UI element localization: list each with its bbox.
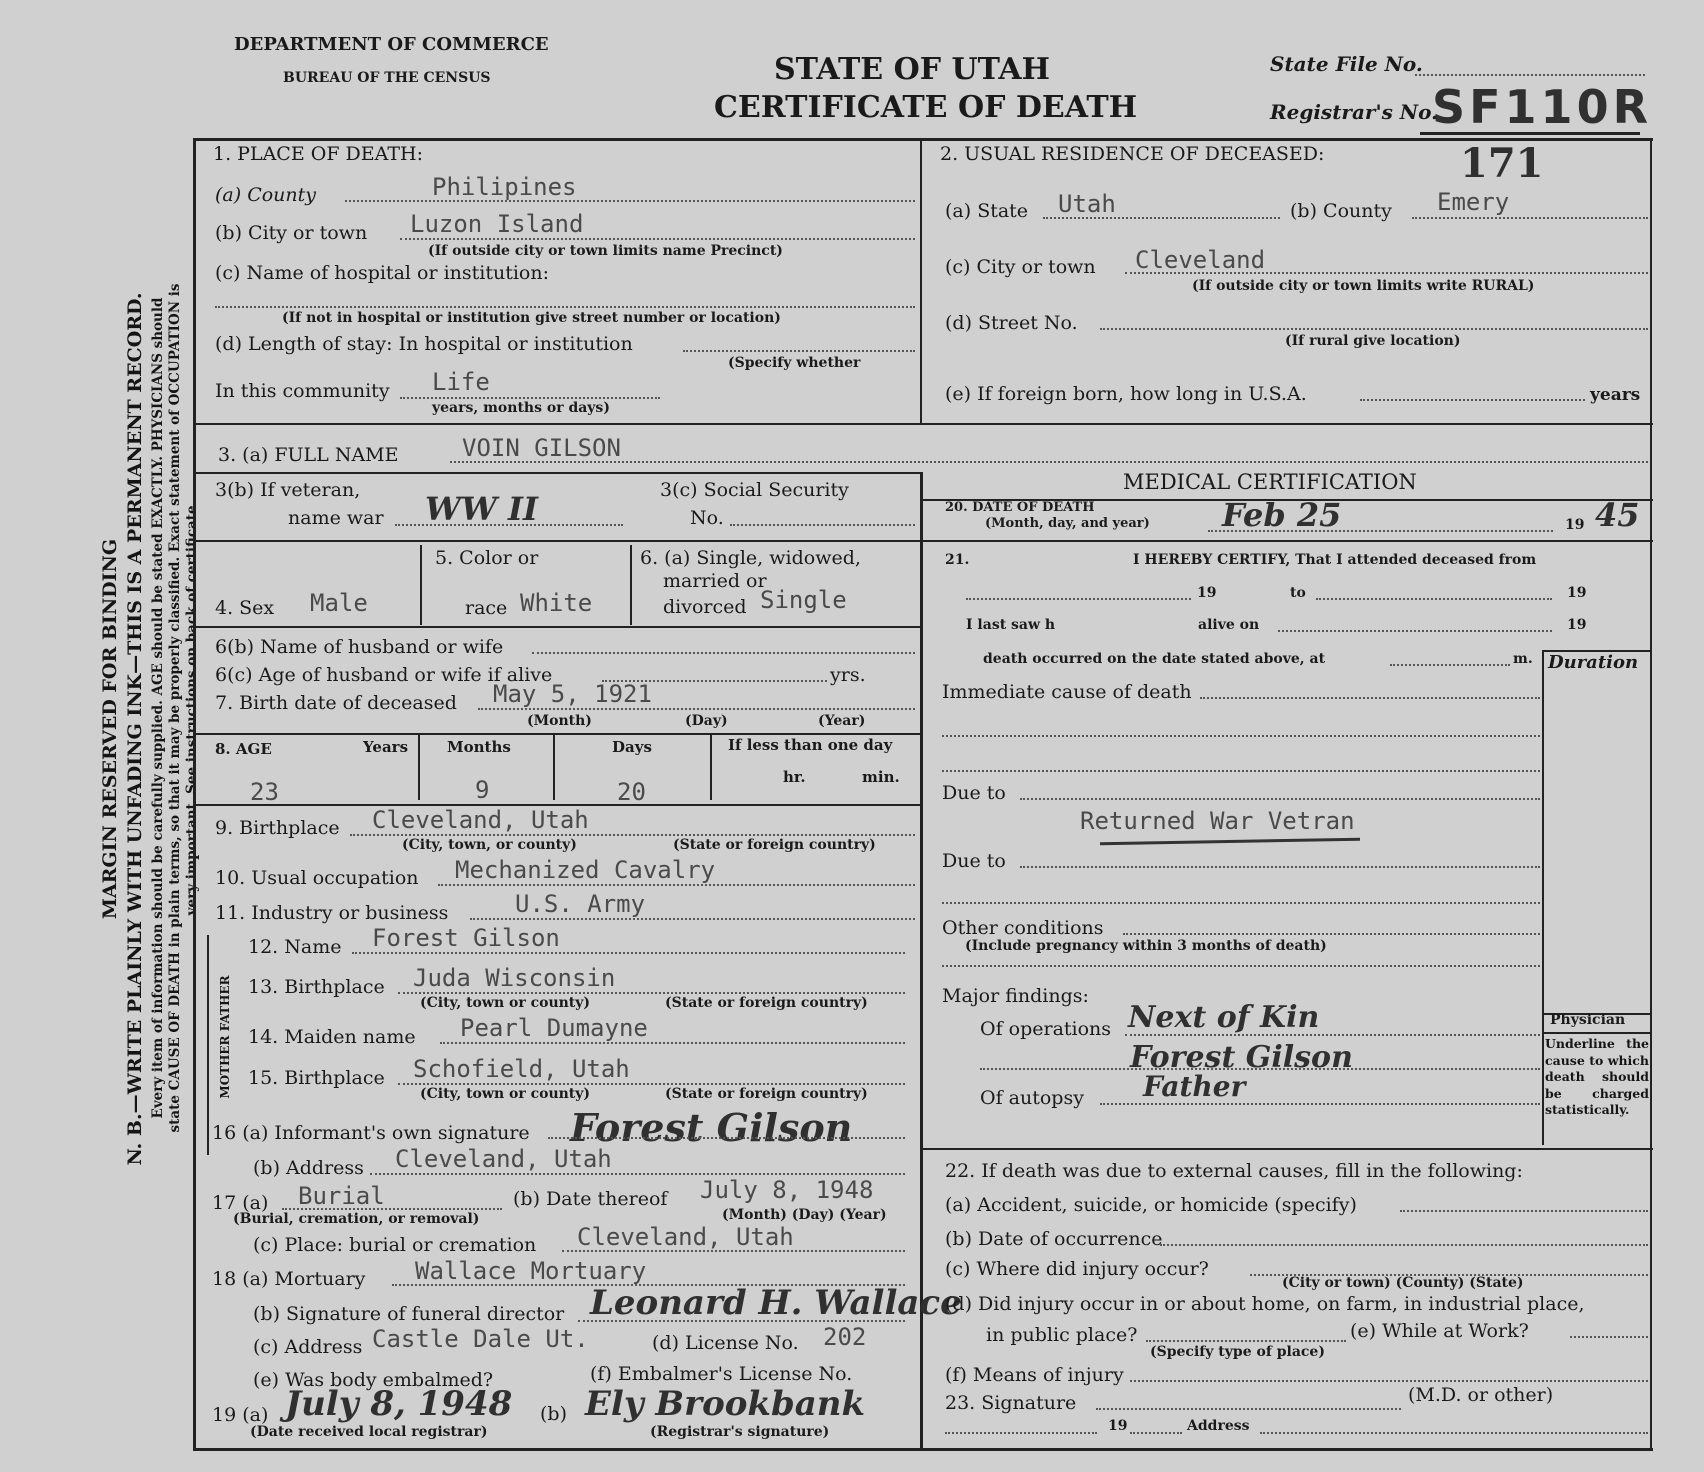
- director-label: (b) Signature of funeral director: [253, 1303, 565, 1325]
- date-thereof-label: (b) Date thereof: [513, 1188, 668, 1210]
- min-label: min.: [862, 768, 900, 786]
- m-label: m.: [1513, 651, 1533, 667]
- city-label: (b) City or town: [215, 222, 368, 244]
- hr-label: hr.: [783, 768, 806, 786]
- certify-number: 21.: [945, 552, 970, 568]
- age-years-label: Years: [363, 738, 409, 756]
- date-of-death-label: 20. DATE OF DEATH: [945, 500, 1095, 515]
- specify-note: (Specify whether: [728, 355, 861, 371]
- burial-date-note: (Month) (Day) (Year): [722, 1207, 887, 1223]
- foreign-born-label: (e) If foreign born, how long in U.S.A.: [945, 383, 1307, 405]
- last-saw-label: I last saw h: [966, 617, 1056, 633]
- department-label: DEPARTMENT OF COMMERCE: [234, 34, 549, 55]
- county-label: (a) County: [215, 184, 317, 206]
- registrar-number: SF110R: [1432, 80, 1652, 134]
- war-value: WW II: [425, 490, 538, 528]
- autopsy-label: Of autopsy: [980, 1087, 1084, 1109]
- street-label: (d) Street No.: [945, 312, 1078, 334]
- burial-date-value: July 8, 1948: [700, 1176, 874, 1204]
- other-conditions-label: Other conditions: [942, 917, 1104, 939]
- residence-heading: 2. USUAL RESIDENCE OF DECEASED:: [940, 143, 1325, 165]
- to-label: to: [1290, 585, 1306, 601]
- external-causes-label: 22. If death was due to external causes, fill in the following:: [945, 1160, 1523, 1182]
- place-city-value: Luzon Island: [410, 210, 584, 238]
- father-state-note: (State or foreign country): [665, 995, 868, 1011]
- frame-bottom: [193, 1448, 1653, 1451]
- mother-state-note: (State or foreign country): [665, 1086, 868, 1102]
- birthplace-state-note: (State or foreign country): [673, 837, 876, 853]
- registrar-sig-note: (Registrar's signature): [650, 1424, 830, 1440]
- years-label: years: [1590, 385, 1641, 405]
- place-county-value: Philipines: [432, 173, 577, 201]
- due-to-label-2: Due to: [942, 850, 1006, 872]
- residence-city-value: Cleveland: [1135, 246, 1266, 274]
- community-note: years, months or days): [432, 400, 610, 416]
- residence-county-label: (b) County: [1290, 200, 1392, 222]
- frame-top: [193, 138, 1653, 141]
- date-of-death-note: (Month, day, and year): [985, 516, 1150, 531]
- sex-value: Male: [310, 589, 368, 617]
- name-war-label: name war: [288, 507, 384, 529]
- age-days-value: 20: [617, 778, 646, 806]
- embalmed-label: (e) Was body embalmed?: [253, 1369, 494, 1391]
- mortuary-label: 18 (a) Mortuary: [212, 1268, 366, 1290]
- death-year-prefix: 19: [1565, 517, 1585, 533]
- top-divider: [920, 138, 922, 423]
- birthplace-value: Cleveland, Utah: [372, 806, 589, 834]
- place-of-death-heading: 1. PLACE OF DEATH:: [213, 143, 423, 165]
- operations-value-2: Forest Gilson: [1130, 1040, 1353, 1075]
- mother-maiden-value: Pearl Dumayne: [460, 1014, 648, 1042]
- informant-address-label: (b) Address: [253, 1157, 364, 1179]
- residence-state-label: (a) State: [945, 200, 1029, 222]
- informant-signature: Forest Gilson: [570, 1105, 853, 1150]
- place-type-note: (Specify type of place): [1150, 1344, 1325, 1360]
- other-conditions-note: (Include pregnancy within 3 months of death): [965, 938, 1327, 954]
- bureau-label: BUREAU OF THE CENSUS: [283, 70, 491, 86]
- burial-value: Burial: [298, 1182, 385, 1210]
- embalmer-license-label: (f) Embalmer's License No.: [590, 1363, 853, 1385]
- spouse-age-label: 6(c) Age of husband or wife if alive: [215, 664, 553, 686]
- residence-state-value: Utah: [1058, 190, 1116, 218]
- margin-nb-label: N. B.—WRITE PLAINLY WITH UNFADING INK—THIS IS A PERMANENT RECORD.: [124, 292, 146, 1166]
- residence-city-label: (c) City or town: [945, 256, 1096, 278]
- occupation-value: Mechanized Cavalry: [455, 856, 716, 884]
- medical-heading: MEDICAL CERTIFICATION: [1123, 470, 1417, 494]
- age-months-label: Months: [447, 738, 511, 756]
- ssn-label: 3(c) Social Security: [660, 479, 849, 501]
- certify-text: I HEREBY CERTIFY, That I attended deceased from: [1133, 552, 1537, 568]
- divorced-label: divorced: [663, 596, 747, 618]
- to-year-label: 19: [1567, 585, 1587, 601]
- mother-birthplace-value: Schofield, Utah: [413, 1055, 630, 1083]
- margin-instructions-2: state CAUSE OF DEATH in plain terms, so that it may be properly classified. Exact statement of OCCUPATION is: [167, 283, 183, 1133]
- father-city-note: (City, town or county): [420, 995, 591, 1011]
- autopsy-value: Father: [1143, 1070, 1246, 1103]
- informant-label: 16 (a) Informant's own signature: [212, 1122, 530, 1144]
- md-or-other-label: (M.D. or other): [1408, 1384, 1554, 1406]
- while-at-work-label: (e) While at Work?: [1350, 1320, 1529, 1342]
- alive-year-label: 19: [1567, 617, 1587, 633]
- duration-label: Duration: [1548, 652, 1639, 673]
- mortuary-value: Wallace Mortuary: [415, 1257, 647, 1285]
- mother-city-note: (City, town or county): [420, 1086, 591, 1102]
- registrar-no-label: Registrar's No.: [1270, 100, 1439, 124]
- yrs-label: yrs.: [830, 664, 866, 686]
- less-than-day-label: If less than one day: [728, 736, 893, 754]
- hospital-label: (c) Name of hospital or institution:: [215, 262, 550, 284]
- margin-instructions-3: very important. See instructions on back of certificate.: [184, 500, 200, 916]
- parents-side-label: MOTHER FATHER: [218, 975, 232, 1099]
- occurrence-label: (b) Date of occurrence: [945, 1228, 1163, 1250]
- occupation-label: 10. Usual occupation: [215, 867, 419, 889]
- registrar-extra-mark: 171: [1460, 140, 1544, 187]
- age-years-value: 23: [250, 778, 279, 806]
- father-name-label: 12. Name: [248, 936, 342, 958]
- birth-day-note: (Day): [685, 713, 728, 729]
- license-label: (d) License No.: [652, 1332, 799, 1354]
- received-label: 19 (a): [212, 1404, 269, 1426]
- due-to-label-1: Due to: [942, 782, 1006, 804]
- marital-label: 6. (a) Single, widowed,: [640, 547, 861, 569]
- accident-label: (a) Accident, suicide, or homicide (specify): [945, 1194, 1357, 1216]
- marital-value: Single: [760, 586, 847, 614]
- license-value: 202: [823, 1323, 867, 1351]
- birthplace-city-note: (City, town, or county): [402, 837, 577, 853]
- informant-address-value: Cleveland, Utah: [395, 1145, 612, 1173]
- director-signature: Leonard H. Wallace: [590, 1283, 962, 1323]
- full-name-value: VOIN GILSON: [462, 434, 621, 462]
- hospital-note: (If not in hospital or institution give street number or location): [282, 310, 781, 326]
- means-of-injury-label: (f) Means of injury: [945, 1364, 1124, 1386]
- death-year-value: 45: [1595, 496, 1640, 534]
- father-birthplace-label: 13. Birthplace: [248, 976, 385, 998]
- operations-label: Of operations: [980, 1018, 1112, 1040]
- sex-label: 4. Sex: [215, 597, 275, 619]
- burial-place-value: Cleveland, Utah: [577, 1223, 794, 1251]
- father-name-value: Forest Gilson: [372, 924, 560, 952]
- home-injury-label: (d) Did injury occur in or about home, on farm, in industrial place,: [945, 1293, 1585, 1315]
- married-label: married or: [663, 570, 767, 592]
- community-value: Life: [432, 368, 490, 396]
- father-birthplace-value: Juda Wisconsin: [413, 964, 616, 992]
- burial-note: (Burial, cremation, or removal): [233, 1211, 480, 1227]
- color-label: 5. Color or: [435, 547, 539, 569]
- mother-maiden-label: 14. Maiden name: [248, 1026, 416, 1048]
- birth-month-note: (Month): [527, 713, 592, 729]
- from-year-label: 19: [1197, 585, 1217, 601]
- residence-city-note: (If outside city or town limits write RURAL): [1192, 278, 1535, 294]
- mortuary-address-label: (c) Address: [253, 1336, 363, 1358]
- length-of-stay-label: (d) Length of stay: In hospital or institution: [215, 333, 633, 355]
- major-findings-label: Major findings:: [942, 985, 1089, 1007]
- registrar-sig-label: (b): [540, 1403, 567, 1425]
- industry-label: 11. Industry or business: [215, 902, 449, 924]
- alive-on-label: alive on: [1198, 617, 1260, 633]
- operations-value: Next of Kin: [1128, 1000, 1320, 1035]
- where-injury-note: (City or town) (County) (State): [1282, 1275, 1524, 1291]
- ssn-no-label: No.: [690, 507, 724, 529]
- immediate-cause-label: Immediate cause of death: [942, 681, 1192, 703]
- birth-date-value: May 5, 1921: [493, 680, 652, 708]
- burial-place-label: (c) Place: burial or cremation: [253, 1234, 537, 1256]
- signature-address-label: Address: [1187, 1418, 1250, 1434]
- birth-date-label: 7. Birth date of deceased: [215, 692, 457, 714]
- birth-year-note: (Year): [818, 713, 866, 729]
- age-days-label: Days: [612, 738, 652, 756]
- residence-county-value: Emery: [1437, 188, 1510, 216]
- birthplace-label: 9. Birthplace: [215, 817, 340, 839]
- due-to-value: Returned War Vetran: [1080, 807, 1355, 835]
- industry-value: U.S. Army: [515, 890, 646, 918]
- city-note: (If outside city or town limits name Precinct): [428, 243, 783, 259]
- street-note: (If rural give location): [1285, 333, 1461, 349]
- margin-binding-label: MARGIN RESERVED FOR BINDING: [99, 538, 121, 920]
- title-state: STATE OF UTAH: [774, 52, 1050, 87]
- spouse-name-label: 6(b) Name of husband or wife: [215, 636, 504, 658]
- where-injury-label: (c) Where did injury occur?: [945, 1258, 1209, 1280]
- occurred-label: death occurred on the date stated above, at: [983, 651, 1326, 667]
- state-file-label: State File No.: [1270, 52, 1423, 76]
- burial-label: 17 (a): [212, 1192, 269, 1214]
- race-label: race: [465, 597, 508, 619]
- age-months-value: 9: [475, 776, 490, 804]
- race-value: White: [520, 589, 593, 617]
- mother-birthplace-label: 15. Birthplace: [248, 1067, 385, 1089]
- physician-note: Underline the cause to which death should be charged statistically.: [1545, 1036, 1649, 1118]
- frame-left: [193, 138, 196, 1450]
- registrar-signature: Ely Brookbank: [585, 1384, 866, 1424]
- received-note: (Date received local registrar): [250, 1424, 488, 1440]
- received-date-value: July 8, 1948: [285, 1384, 513, 1424]
- title-certificate: CERTIFICATE OF DEATH: [714, 90, 1138, 125]
- full-name-label: 3. (a) FULL NAME: [218, 444, 399, 466]
- physician-heading: Physician: [1550, 1012, 1626, 1028]
- margin-instructions-1: Every item of information should be carefully supplied. AGE should be stated EXACTLY. PHYSICIANS should: [150, 297, 166, 1119]
- veteran-label: 3(b) If veteran,: [215, 479, 361, 501]
- frame-right: [1650, 138, 1652, 1450]
- mortuary-address-value: Castle Dale Ut.: [372, 1325, 589, 1353]
- death-date-value: Feb 25: [1222, 496, 1342, 534]
- community-label: In this community: [215, 380, 390, 402]
- signature-label: 23. Signature: [945, 1392, 1077, 1414]
- age-label: 8. AGE: [215, 740, 272, 758]
- public-place-label: in public place?: [986, 1324, 1138, 1346]
- signature-year-label: 19: [1108, 1418, 1128, 1434]
